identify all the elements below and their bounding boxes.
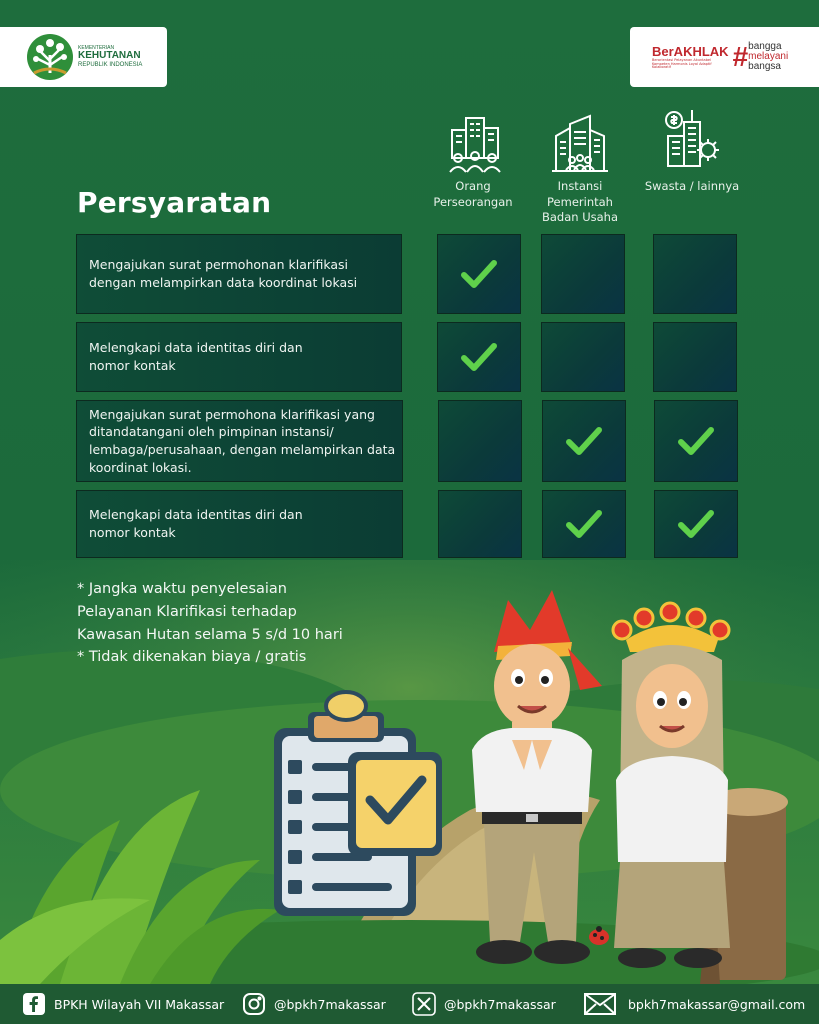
berakhlak-tagline: Berorientasi Pelayanan Akuntabel Kompeten Harmonis Loyal Adaptif Kolaboratif	[652, 57, 712, 70]
ministry-small-label: KEMENTERIAN	[78, 44, 115, 51]
x-icon	[412, 992, 436, 1016]
requirement-cell	[654, 490, 738, 558]
footer-contact-bar	[0, 984, 819, 1024]
requirement-text: Melengkapi data identitas diri dan nomor kontak	[89, 507, 303, 540]
note-line: Kawasan Hutan selama 5 s/d 10 hari	[77, 626, 343, 643]
requirement-row	[76, 490, 403, 558]
requirement-cell	[437, 234, 521, 314]
checkmark-icon	[564, 507, 604, 541]
requirement-text: Melengkapi data identitas diri dan nomor kontak	[89, 340, 303, 373]
checkmark-icon	[676, 507, 716, 541]
requirement-cell	[541, 234, 625, 314]
hashtag-icon: #	[732, 41, 749, 72]
x-label: @bpkh7makassar	[444, 996, 556, 1012]
checkmark-icon	[564, 424, 604, 458]
x-link[interactable]	[412, 992, 556, 1016]
berakhlak-logo	[630, 27, 819, 87]
column-header-perseorangan: Orang Perseorangan	[433, 179, 513, 209]
checkmark-icon	[459, 340, 499, 374]
facebook-label: BPKH Wilayah VII Makassar	[54, 996, 225, 1012]
ladybug-icon	[586, 926, 612, 946]
instagram-icon	[242, 992, 266, 1016]
requirement-cell	[541, 322, 625, 392]
requirement-cell	[542, 400, 626, 482]
checkmark-icon	[676, 424, 716, 458]
campaign-line1: bangga	[748, 41, 782, 52]
facebook-link[interactable]	[22, 992, 224, 1016]
checkmark-icon	[459, 257, 499, 291]
column-header-instansi: Instansi Pemerintah Badan Usaha	[541, 179, 619, 225]
private-company-icon	[662, 108, 722, 168]
requirement-cell	[542, 490, 626, 558]
requirement-row	[76, 400, 403, 482]
ministry-logo	[0, 27, 167, 87]
email-label: bpkh7makassar@gmail.com	[628, 996, 806, 1012]
note-line: Pelayanan Klarifikasi terhadap	[77, 603, 297, 620]
requirement-row	[76, 234, 402, 314]
requirement-text: Mengajukan surat permohonan klarifikasi dengan melampirkan data koordinat lokasi	[89, 257, 358, 290]
ministry-country: REPUBLIK INDONESIA	[78, 61, 143, 68]
instagram-link[interactable]	[242, 992, 386, 1016]
email-link[interactable]	[584, 992, 805, 1016]
tree-logo-icon	[26, 33, 74, 81]
campaign-line3: bangsa	[748, 61, 781, 72]
email-icon	[584, 992, 616, 1016]
clipboard-checklist-icon	[270, 688, 446, 920]
requirement-row	[76, 322, 402, 392]
requirement-cell	[437, 322, 521, 392]
service-notes	[77, 578, 343, 669]
man-character-illustration	[452, 590, 612, 974]
berakhlak-label: BerAKHLAK	[652, 43, 729, 59]
requirement-cell	[654, 400, 738, 482]
people-building-icon	[446, 114, 506, 174]
note-line: * Tidak dikenakan biaya / gratis	[77, 649, 307, 666]
government-building-icon	[550, 114, 610, 174]
requirement-cell	[438, 490, 522, 558]
requirement-cell	[653, 234, 737, 314]
requirement-cell	[438, 400, 522, 482]
column-header-swasta: Swasta / lainnya	[644, 179, 740, 193]
instagram-label: @bpkh7makassar	[274, 996, 386, 1012]
note-line: * Jangka waktu penyelesaian	[77, 581, 287, 597]
ministry-name: KEHUTANAN	[78, 50, 141, 62]
campaign-line2: melayani	[748, 51, 789, 62]
requirement-text: Mengajukan surat permohona klarifikasi yang ditandatangani oleh pimpinan instansi/ lembaga/perusahaan, dengan melampirkan data koordinat lokasi.	[89, 406, 396, 475]
requirement-cell	[653, 322, 737, 392]
facebook-icon	[22, 992, 46, 1016]
woman-character-illustration	[606, 600, 738, 976]
page-title: Persyaratan	[77, 186, 272, 219]
